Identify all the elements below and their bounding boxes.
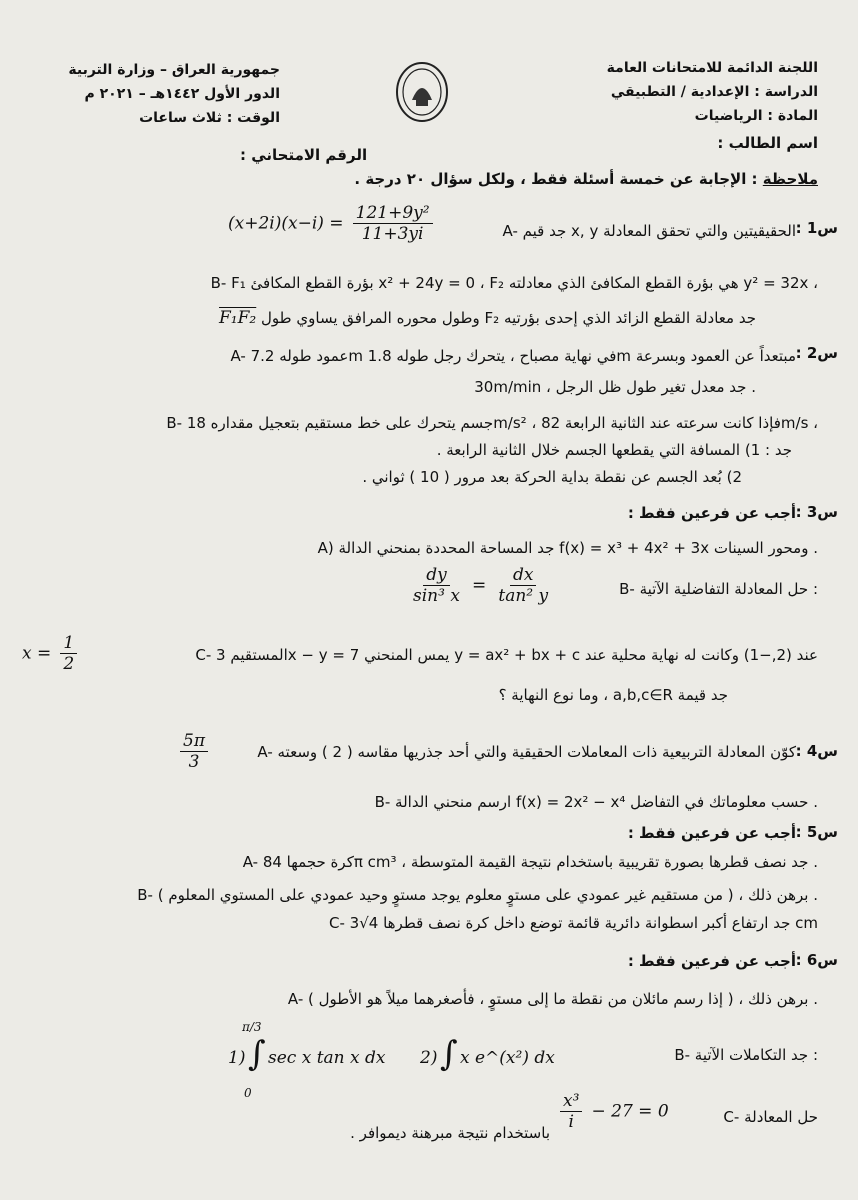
integral-lower-limit: 0: [244, 1086, 252, 1100]
integral-sign-icon: ∫: [248, 1034, 266, 1074]
exam-number-label: الرقم الامتحاني :: [240, 146, 368, 164]
q6-c-text-post: باستخدام نتيجة مبرهنة ديموافر .: [350, 1124, 550, 1142]
ministry-seal-icon: [394, 60, 450, 124]
q1-b-line1: B- F₁ بؤرة القطع المكافئ x² + 24y = 0 ، F₂ هي بؤرة القطع المكافئ الذي معادلته y² = 32x ،: [210, 274, 818, 292]
note-line: [354, 170, 818, 188]
q5-intro: أجب عن فرعين فقط :: [627, 824, 796, 842]
q1-a-equation: (x+2i)(x−i) = $\frac{\text{121+9y²}}{11+3yi}$: [228, 204, 437, 244]
q2-label: س2 :: [795, 344, 838, 362]
exam-page: اللجنة الدائمة للامتحانات العامة الدراسة : الإعدادية / التطبيقي المادة : الرياضيات اسم الطالب : جمهورية العراق – وزارة التربية الدور الأول ١٤٤٢هـ – ٢٠٢١ م الوقت : ثلاث ساعات الرقم الامتحاني : ملاحظة : الإجابة عن خمسة أسئلة فقط ، ولكل سؤال ٢٠ درجة . س1 : A- جد قيم x, y الحقيقيتين والتي تحقق المعادلة (x+2i)(x−i) = $\frac{\text{121+9y²}}{11+3yi}$ B- F₁ بؤرة القطع المكافئ x² + 24y = 0 ، F₂ هي بؤرة القطع المكافئ الذي معادلته y² = 32x ، جد معادلة القطع الزائد الذي إحدى بؤرتيه F₂ وطول محوره المرافق يساوي طول F₁F₂ س2 : A- عمود طوله 7.2m في نهاية مصباح ، يتحرك رجل طوله 1.8m مبتعداً عن العمود وبسرعة 30m/min ، جد معدل تغير طول ظل الرجل . B- جسم يتحرك على خط مستقيم بتعجيل مقداره 18m/s² ، فإذا كانت سرعته عند الثانية الرابعة 82m/s ، جد : 1) المسافة التي يقطعها الجسم خلال الثانية الرابعة . 2) بُعد الجسم عن نقطة بداية الحركة بعد مرور ( 10 ) ثواني . س3 : أجب عن فرعين فقط : A) جد المساحة المحددة بمنحني الدالة f(x) = x³ + 4x² + 3x ومحور السينات . B- حل المعادلة التفاضلية الآتية : $\frac{dy}{\text{sin³ x}}$ = $\frac{dx}{\text{tan² y}}$ C- المستقيم 3x − y = 7 يمس المنحني y = ax² + bx + c عند (2,−1) وكانت له نهاية محلية عند x = $\frac{1}{2}$ جد قيمة a,b,c∈R ، وما نوع النهاية ؟ س4 : A- كوّن المعادلة التربيعية ذات المعاملات الحقيقية والتي أحد جذريها مقاسه ( 2 ) وسعته $\frac{5\pi}{3}$ B- ارسم منحني الدالة f(x) = 2x² − x⁴ حسب معلوماتك في التفاضل . س5 : أجب عن فرعين فقط : A- كرة حجمها 84π cm³ ، جد نصف قطرها بصورة تقريبية باستخدام نتيجة القيمة المتوسطة . B- ( من مستقيم غير عمودي على مستوٍ معلوم يوجد مستوٍ وحيد عمودي على المستوي المعلوم ) ، برهن ذلك . C- جد ارتفاع أكبر اسطوانة دائرية قائمة توضع داخل كرة نصف قطرها 4√3 cm س6 : أجب عن فرعين فقط : A- ( إذا رسم مائلان من نقطة ما إلى مستوٍ ، فأصغرهما ميلاً هو الأطول ) ، برهن ذلك . B- جد التكاملات الآتية : 1) π/3 ∫ 0 sec x tan x dx 2) ∫ x e^(x²) dx C- حل المعادلة $\frac{\text{x³}}{i}$ − 27 = 0 باستخدام نتيجة مبرهنة ديموافر .: [22, 60, 838, 1142]
q3-b-text: B- حل المعادلة التفاضلية الآتية :: [619, 580, 818, 598]
q6-b-text: B- جد التكاملات الآتية :: [674, 1046, 818, 1064]
q3-c-line2: جد قيمة a,b,c∈R ، وما نوع النهاية ؟: [498, 686, 728, 704]
q2-b-line3: 2) بُعد الجسم عن نقطة بداية الحركة بعد مرور ( 10 ) ثواني .: [362, 468, 742, 486]
f1f2-segment: F₁F₂: [219, 308, 257, 328]
study-level: الدراسة : الإعدادية / التطبيقي: [610, 84, 818, 100]
q6-a-text: A- ( إذا رسم مائلان من نقطة ما إلى مستوٍ ، فأصغرهما ميلاً هو الأطول ) ، برهن ذلك .: [287, 990, 818, 1008]
ministry-title: جمهورية العراق – وزارة التربية: [68, 62, 280, 78]
q2-b-line1: B- جسم يتحرك على خط مستقيم بتعجيل مقداره 18m/s² ، فإذا كانت سرعته عند الثانية الرابعة 82m/s ،: [166, 414, 818, 432]
subject: المادة : الرياضيات: [694, 108, 818, 124]
q3-c-xvalue: x = $\frac{1}{2}$: [22, 634, 81, 674]
q2-a-line1: A- عمود طوله 7.2m في نهاية مصباح ، يتحرك رجل طوله 1.8m مبتعداً عن العمود وبسرعة: [230, 347, 796, 365]
q3-label: س3 :: [795, 503, 838, 521]
q1-label: س1 :: [795, 219, 838, 237]
q3-intro: أجب عن فرعين فقط :: [627, 504, 796, 522]
q5-b-text: B- ( من مستقيم غير عمودي على مستوٍ معلوم يوجد مستوٍ وحيد عمودي على المستوي المعلوم ) ، برهن ذلك .: [137, 886, 818, 904]
q3-b-equation: $\frac{dy}{\text{sin³ x}}$ = $\frac{dx}{\text{tan² y}}$: [413, 565, 549, 606]
q4-label: س4 :: [795, 742, 838, 760]
q4-b-text: B- ارسم منحني الدالة f(x) = 2x² − x⁴ حسب معلوماتك في التفاضل .: [374, 793, 818, 811]
q4-a-text: A- كوّن المعادلة التربيعية ذات المعاملات الحقيقية والتي أحد جذريها مقاسه ( 2 ) وسعته: [257, 743, 796, 761]
q2-b-line2: جد : 1) المسافة التي يقطعها الجسم خلال الثانية الرابعة .: [436, 441, 792, 459]
integral-upper-limit: π/3: [242, 1020, 262, 1034]
q5-c-text: C- جد ارتفاع أكبر اسطوانة دائرية قائمة توضع داخل كرة نصف قطرها 4√3 cm: [328, 914, 818, 932]
q6-c-equation: $\frac{\text{x³}}{i}$ − 27 = 0: [556, 1092, 669, 1132]
q4-a-angle: $\frac{5\pi}{3}$: [176, 732, 212, 772]
q1-a-fraction: $\frac{\text{121+9y²}}{11+3yi}$: [353, 204, 433, 244]
q3-a-text: A) جد المساحة المحددة بمنحني الدالة f(x) = x³ + 4x² + 3x ومحور السينات .: [317, 539, 818, 557]
q5-a-text: A- كرة حجمها 84π cm³ ، جد نصف قطرها بصورة تقريبية باستخدام نتيجة القيمة المتوسطة .: [242, 853, 818, 871]
committee-title: اللجنة الدائمة للامتحانات العامة: [606, 60, 818, 76]
q3-c-line1: C- المستقيم 3x − y = 7 يمس المنحني y = ax² + bx + c عند (2,−1) وكانت له نهاية محلية عند: [195, 646, 818, 664]
exam-round: الدور الأول ١٤٤٢هـ – ٢٠٢١ م: [84, 86, 280, 102]
student-name-label: اسم الطالب :: [717, 134, 818, 152]
q1-a-text: A- جد قيم x, y الحقيقيتين والتي تحقق المعادلة: [502, 222, 796, 240]
note-label: ملاحظة: [762, 170, 818, 188]
q6-intro: أجب عن فرعين فقط :: [627, 952, 796, 970]
q1-b-line2: جد معادلة القطع الزائد الذي إحدى بؤرتيه F₂ وطول محوره المرافق يساوي طول F₁F₂: [219, 308, 756, 328]
q6-label: س6 :: [795, 951, 838, 969]
integral-sign-2-icon: ∫: [440, 1034, 458, 1074]
q2-a-line2: 30m/min ، جد معدل تغير طول ظل الرجل .: [474, 378, 756, 396]
q5-label: س5 :: [795, 823, 838, 841]
note-text: : الإجابة عن خمسة أسئلة فقط ، ولكل سؤال ٢٠ درجة .: [354, 170, 758, 188]
q6-c-text-pre: C- حل المعادلة: [723, 1108, 818, 1126]
exam-time: الوقت : ثلاث ساعات: [139, 110, 280, 126]
